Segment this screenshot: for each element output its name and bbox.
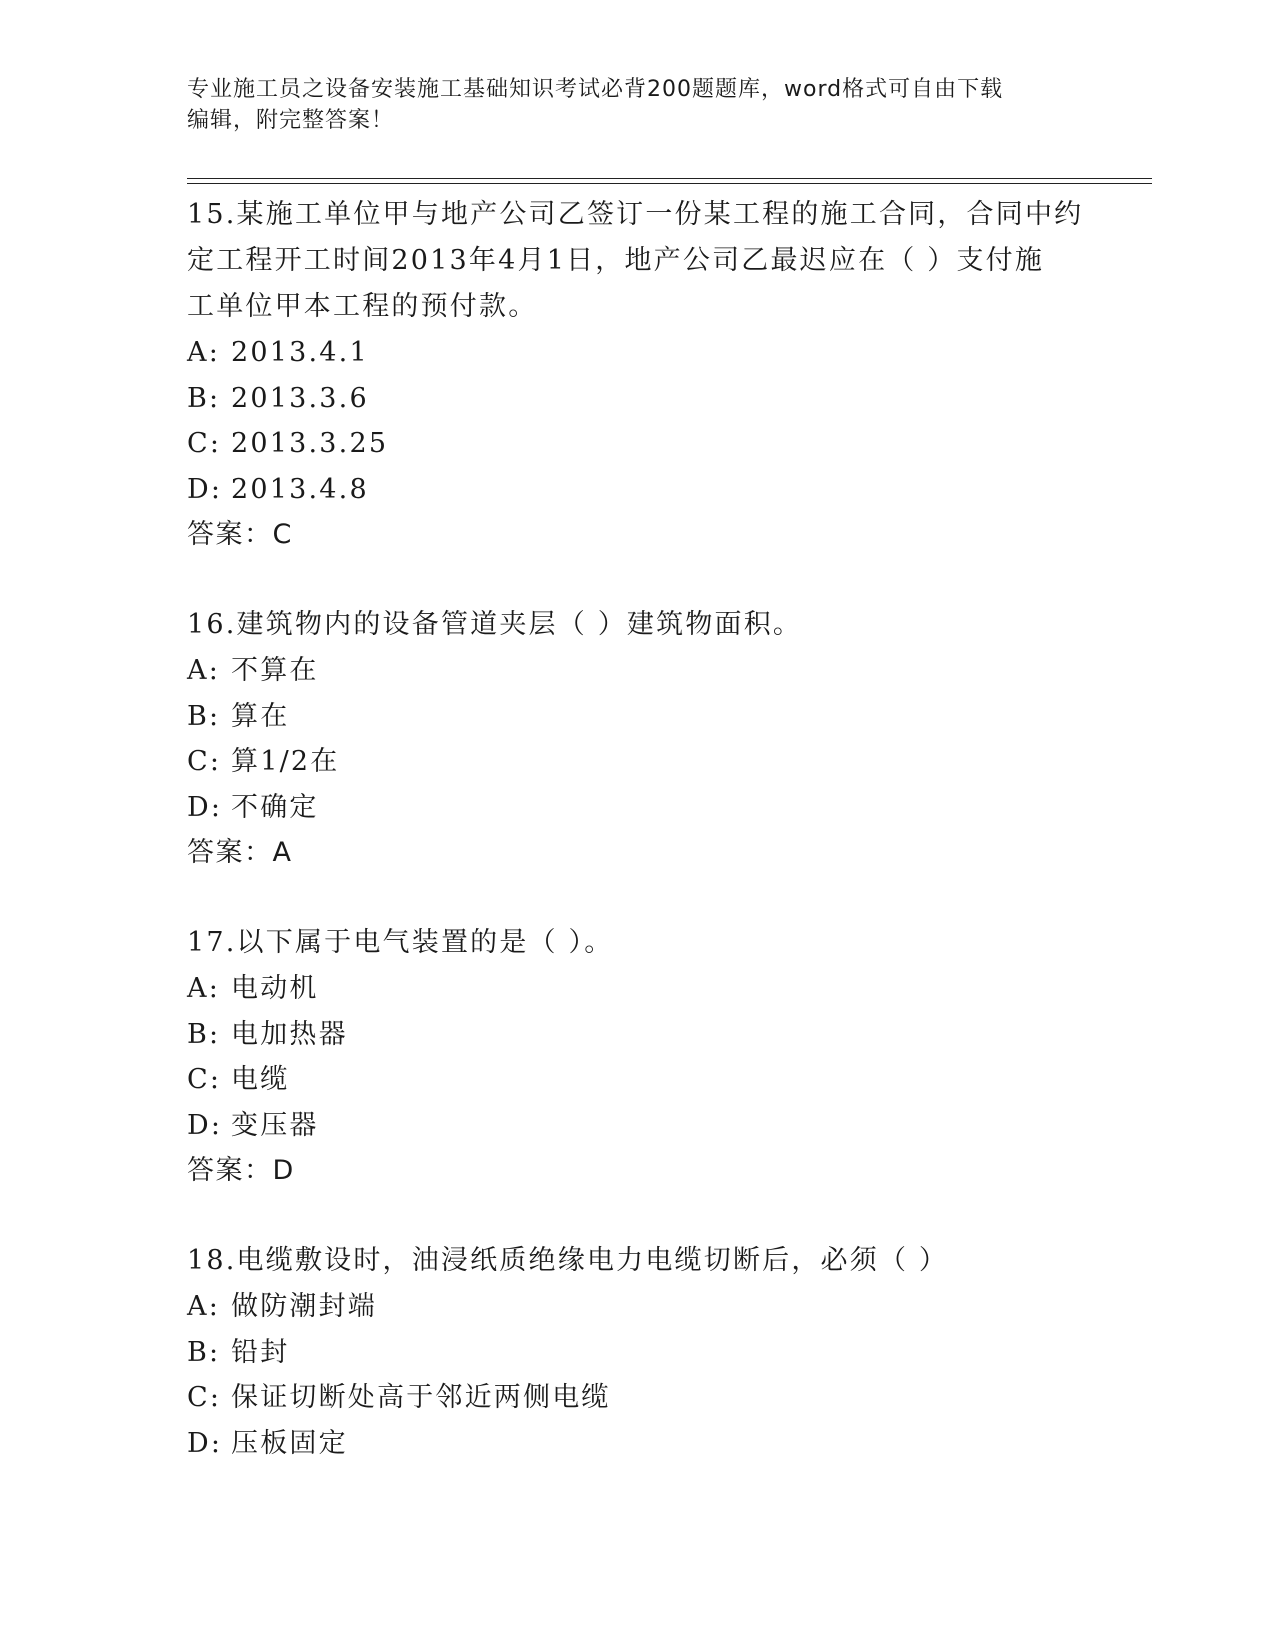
option-text: 变压器 <box>231 1109 319 1141</box>
question-stem-line: 17.以下属于电气装置的是（ ）。 <box>187 927 614 958</box>
question-15 <box>187 192 1087 602</box>
option-letter: C: <box>187 746 222 777</box>
option-letter: B: <box>187 700 221 732</box>
question-list <box>187 192 1087 1466</box>
option-row <box>187 966 1087 1012</box>
option-row <box>187 1057 1087 1103</box>
question-stem-line: 15.某施工单位甲与地产公司乙签订一份某工程的施工合同，合同中约 <box>187 199 1084 230</box>
option-letter: B: <box>187 1336 221 1368</box>
option-row <box>187 785 1087 831</box>
question-spacer <box>187 558 1087 602</box>
header-divider-bottom <box>187 183 1152 184</box>
option-row <box>187 330 1087 376</box>
answer-line: 答案：A <box>187 837 293 868</box>
option-text: 做防潮封端 <box>231 1291 377 1322</box>
option-row <box>187 1284 1087 1330</box>
option-letter: A: <box>187 655 220 686</box>
question-stem-line: 工单位甲本工程的预付款。 <box>187 291 538 322</box>
option-text: 2013.4.1 <box>231 337 369 368</box>
option-letter: B: <box>187 1018 221 1050</box>
option-text: 压板固定 <box>231 1427 348 1459</box>
answer-line: 答案：C <box>187 519 293 550</box>
option-row <box>187 376 1087 422</box>
header-line-1: 专业施工员之设备安装施工基础知识考试必背200题题库，word格式可自由下载 <box>187 77 1004 102</box>
option-letter: C: <box>187 1064 222 1095</box>
option-row <box>187 648 1087 694</box>
header-divider-top <box>187 178 1152 179</box>
option-letter: D: <box>187 473 223 505</box>
option-letter: C: <box>187 428 222 459</box>
question-spacer <box>187 876 1087 920</box>
option-text: 保证切断处高于邻近两侧电缆 <box>231 1382 611 1413</box>
option-letter: A: <box>187 1291 220 1322</box>
option-text: 铅封 <box>231 1336 290 1368</box>
question-stem-line: 16.建筑物内的设备管道夹层（ ）建筑物面积。 <box>187 609 803 640</box>
option-row <box>187 1330 1087 1376</box>
option-text: 电动机 <box>231 973 319 1004</box>
question-16 <box>187 602 1087 920</box>
question-spacer <box>187 1194 1087 1238</box>
option-row <box>187 1012 1087 1058</box>
option-text: 算在 <box>231 700 290 732</box>
option-text: 电加热器 <box>231 1018 348 1050</box>
question-17 <box>187 920 1087 1238</box>
option-letter: B: <box>187 382 221 414</box>
option-letter: D: <box>187 1109 223 1141</box>
option-text: 2013.3.25 <box>231 428 389 459</box>
option-text: 算1/2在 <box>231 746 340 777</box>
option-letter: D: <box>187 1427 223 1459</box>
question-stem-line: 18.电缆敷设时，油浸纸质绝缘电力电缆切断后，必须（ ） <box>187 1245 949 1276</box>
option-text: 电缆 <box>231 1064 290 1095</box>
option-row <box>187 421 1087 467</box>
option-row <box>187 1103 1087 1149</box>
option-letter: C: <box>187 1382 222 1413</box>
option-row <box>187 467 1087 513</box>
option-text: 2013.4.8 <box>231 473 369 505</box>
option-letter: A: <box>187 337 220 368</box>
option-text: 不算在 <box>231 655 319 686</box>
header-line-2: 编辑，附完整答案！ <box>187 108 395 133</box>
question-stem-line: 定工程开工时间2013年4月1日，地产公司乙最迟应在（ ）支付施 <box>187 245 1045 276</box>
option-row <box>187 1421 1087 1467</box>
option-text: 2013.3.6 <box>231 382 369 414</box>
option-row <box>187 694 1087 740</box>
answer-line: 答案：D <box>187 1155 295 1186</box>
option-row <box>187 739 1087 785</box>
document-header <box>187 74 1067 136</box>
option-letter: A: <box>187 973 220 1004</box>
option-letter: D: <box>187 791 223 823</box>
question-18 <box>187 1238 1087 1466</box>
option-text: 不确定 <box>231 791 319 823</box>
option-row <box>187 1375 1087 1421</box>
